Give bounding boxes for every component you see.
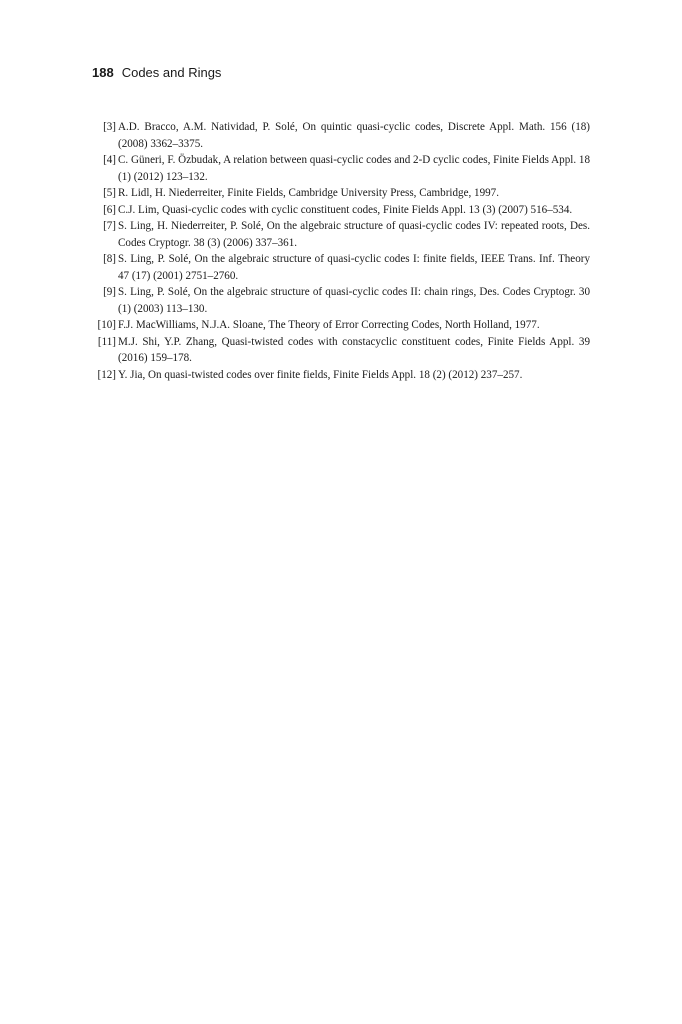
- reference-number: [11]: [97, 335, 116, 348]
- reference-item: [84, 334, 590, 367]
- reference-number: [10]: [97, 319, 116, 331]
- reference-number: [12]: [97, 368, 116, 381]
- reference-item: [84, 317, 590, 334]
- reference-number: [4]: [103, 154, 116, 166]
- reference-text: C.J. Lim, Quasi-cyclic codes with cyclic constituent codes, Finite Fields Appl. 13 (3) (2007) 516–534.: [118, 203, 573, 216]
- chapter-title: Codes and Rings: [121, 65, 222, 80]
- running-head: [92, 64, 221, 82]
- reference-text: Y. Jia, On quasi-twisted codes over finite fields, Finite Fields Appl. 18 (2) (2012) 237–257.: [118, 368, 523, 381]
- reference-number: [9]: [103, 286, 116, 298]
- reference-item: [84, 367, 590, 384]
- reference-text: S. Ling, P. Solé, On the algebraic structure of quasi-cyclic codes I: finite fields, IEEE Trans. Inf. Theory 47 (17) (2001) 2751–2760.: [118, 253, 590, 282]
- reference-item: [84, 218, 590, 251]
- reference-item: [84, 185, 590, 202]
- reference-text: F.J. MacWilliams, N.J.A. Sloane, The Theory of Error Correcting Codes, North Holland, 1977.: [118, 319, 540, 331]
- page-number: 188: [92, 65, 114, 80]
- reference-text: A.D. Bracco, A.M. Natividad, P. Solé, On quintic quasi-cyclic codes, Discrete Appl. Math. 156 (18) (2008) 3362–3375.: [118, 121, 590, 150]
- reference-list: [84, 119, 590, 383]
- reference-item: [84, 284, 590, 317]
- reference-text: S. Ling, H. Niederreiter, P. Solé, On the algebraic structure of quasi-cyclic codes IV: repeated roots, Des. Codes Cryptogr. 38 (3) (2006) 337–361.: [118, 220, 590, 249]
- reference-text: C. Güneri, F. Özbudak, A relation between quasi-cyclic codes and 2-D cyclic codes, Finite Fields Appl. 18 (1) (2012) 123–132.: [118, 154, 590, 183]
- reference-number: [7]: [103, 220, 116, 232]
- reference-number: [5]: [103, 187, 116, 199]
- reference-item: [84, 251, 590, 284]
- reference-number: [6]: [103, 203, 116, 216]
- reference-text: R. Lidl, H. Niederreiter, Finite Fields, Cambridge University Press, Cambridge, 1997.: [118, 187, 500, 199]
- reference-number: [8]: [103, 253, 116, 265]
- reference-text: S. Ling, P. Solé, On the algebraic structure of quasi-cyclic codes II: chain rings, Des. Codes Cryptogr. 30 (1) (2003) 113–130.: [118, 286, 590, 315]
- reference-item: [84, 202, 590, 219]
- reference-number: [3]: [103, 121, 116, 133]
- reference-text: M.J. Shi, Y.P. Zhang, Quasi-twisted codes with constacyclic constituent codes, Finite Fields Appl. 39 (2016) 159–178.: [118, 335, 590, 364]
- reference-item: [84, 119, 590, 152]
- reference-item: [84, 152, 590, 185]
